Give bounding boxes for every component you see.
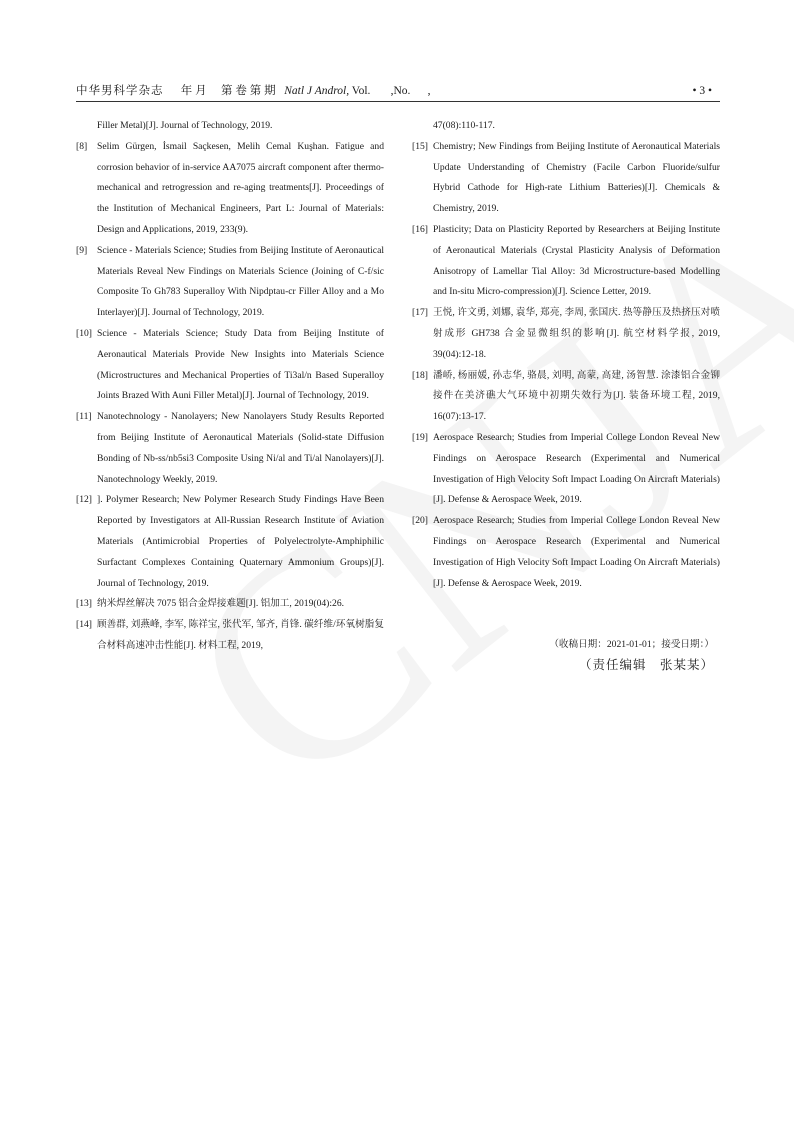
references-right-column xyxy=(412,116,720,594)
journal-name-en: Natl J Androl, xyxy=(284,85,350,97)
header-vol-issue-cn: 第 卷 第 期 xyxy=(221,85,276,97)
reference-text: 顾善群, 刘燕峰, 李军, 陈祥宝, 张代军, 邹齐, 肖锋. 碳纤维/环氧树脂复合材料高速冲击性能[J]. 材料工程, 2019, xyxy=(97,619,384,651)
reference-item xyxy=(412,220,720,303)
received-date: （收稿日期：2021-01-01；接受日期：） xyxy=(549,639,714,650)
reference-text: 47(08):110-117. xyxy=(433,120,495,131)
reference-number: [10] xyxy=(76,327,92,339)
reference-text: Nanotechnology - Nanolayers; New Nanolayers Study Results Reported from Beijing Institute of Aeronautical Materials (Solid-state Diffusion Bonding of Nb-ss/nb5si3 Composite Using Ni/al and Ti/al Nanolayers)[J]. Nanotechnology Weekly, 2019. xyxy=(97,411,384,485)
reference-number: [13] xyxy=(76,598,92,610)
reference-item xyxy=(76,241,384,324)
reference-item xyxy=(76,137,384,241)
reference-number: [20] xyxy=(412,515,428,527)
responsible-editor: （责任编辑 张某某） xyxy=(578,658,714,672)
header-no-en: ,No. xyxy=(390,85,411,97)
reference-text: Aerospace Research; Studies from Imperial College London Reveal New Findings on Aerospace Research (Experimental and Numerical Investigation of High Velocity Soft Impact Loading On Aircraft Materials)[J]. Defense & Aerospace Week, 2019. xyxy=(433,431,720,506)
reference-number: [14] xyxy=(76,619,92,631)
reference-number: [9] xyxy=(76,244,88,256)
reference-number: [18] xyxy=(412,369,428,381)
running-header xyxy=(76,82,720,100)
reference-text: 潘峤, 杨丽媛, 孙志华, 骆晨, 刘明, 高蒙, 高建, 汤智慧. 涂漆铝合金铆接件在美济礁大气环境中初期失效行为[J]. 装备环境工程, 2019, 16(07):13-17. xyxy=(433,369,720,423)
reference-text: Filler Metal)[J]. Journal of Technology, 2019. xyxy=(97,120,273,131)
reference-text: Plasticity; Data on Plasticity Reported by Researchers at Beijing Institute of Aeronautical Materials (Crystal Plasticity Analysis of Deformation Anisotropy of Lamellar Tial Alloy: 3d Microstructure-based Modelling and In-situ Micro-compression)[J]. Science Letter, 2019. xyxy=(433,223,720,298)
reference-item xyxy=(412,428,720,511)
reference-number: [17] xyxy=(412,307,428,319)
reference-text: Selim Gürgen, İsmail Saçkesen, Melih Cemal Kuşhan. Fatigue and corrosion behavior of in-service AA7075 aircraft component after thermo-mechanical and retrogression and re-aging treatments[J]. Proceedings of the Institution of Mechanical Engineers, Part L: Journal of Materials: Design and Applications, 2019, 233(9). xyxy=(97,140,384,235)
reference-text: Chemistry; New Findings from Beijing Institute of Aeronautical Materials Update Understanding of Chemistry (Facile Carbon Fluoride/sulfur Hybrid Cathode for High-rate Lithium Batteries)[J]. Chemicals & Chemistry, 2019. xyxy=(433,140,720,215)
reference-number: [8] xyxy=(76,140,88,152)
header-vol-en: Vol. xyxy=(351,85,371,97)
header-left xyxy=(76,85,431,97)
references-left-column xyxy=(76,116,384,657)
reference-item xyxy=(76,490,384,594)
reference-text: 王悦, 许文勇, 刘娜, 袁华, 郑亮, 李周, 张国庆. 热等静压及热挤压对喷射成形 GH738 合金显微组织的影响[J]. 航空材料学报, 2019, 39(04):12-18. xyxy=(433,307,720,360)
header-comma: , xyxy=(427,85,431,97)
reference-number: [19] xyxy=(412,431,428,443)
header-year: 年 月 xyxy=(180,85,207,97)
reference-text: Science - Materials Science; Studies from Beijing Institute of Aeronautical Materials Reveal New Findings on Materials Science (Joining of C-f/sic Composite To Gh783 Superalloy With Nipdptau-cr Filler Alloy and a Mo Interlayer)[J]. Journal of Technology, 2019. xyxy=(97,244,384,319)
reference-continuation xyxy=(76,116,384,137)
reference-text: Science - Materials Science; Study Data from Beijing Institute of Aeronautical Materials Provide New Insights into Materials Science (Microstructures and Mechanical Properties of Ti3al/n Based Superalloy Joints Brazed With Auni Filler Metal)[J]. Journal of Technology, 2019. xyxy=(97,327,384,402)
reference-item xyxy=(76,615,384,657)
reference-text: Aerospace Research; Studies from Imperial College London Reveal New Findings on Aerospace Research (Experimental and Numerical Investigation of High Velocity Soft Impact Loading On Aircraft Materials)[J]. Defense & Aerospace Week, 2019. xyxy=(433,515,720,589)
reference-text: 纳米焊丝解决 7075 铝合金焊接难题[J]. 铝加工, 2019(04):26. xyxy=(97,598,345,610)
reference-item xyxy=(412,511,720,594)
reference-item xyxy=(412,137,720,220)
reference-item xyxy=(412,303,720,365)
header-rule xyxy=(76,101,720,102)
reference-item xyxy=(412,366,720,428)
reference-item xyxy=(76,407,384,490)
reference-item xyxy=(76,324,384,407)
reference-item xyxy=(76,594,384,615)
page-number: • 3 • xyxy=(692,85,712,97)
reference-number: [16] xyxy=(412,223,428,235)
reference-number: [11] xyxy=(76,411,92,423)
reference-number: [12] xyxy=(76,494,92,506)
reference-text: ]. Polymer Research; New Polymer Research Study Findings Have Been Reported by Investigators at All-Russian Research Institute of Aviation Materials (Antimicrobial Properties of Polyelectrolyte-Amphiphilic Surfactant Complexes Containing Quaternary Ammonium Groups)[J]. Journal of Technology, 2019. xyxy=(97,494,384,589)
reference-number: [15] xyxy=(412,140,428,152)
journal-name-cn: 中华男科学杂志 xyxy=(76,85,164,97)
reference-continuation xyxy=(412,116,720,137)
